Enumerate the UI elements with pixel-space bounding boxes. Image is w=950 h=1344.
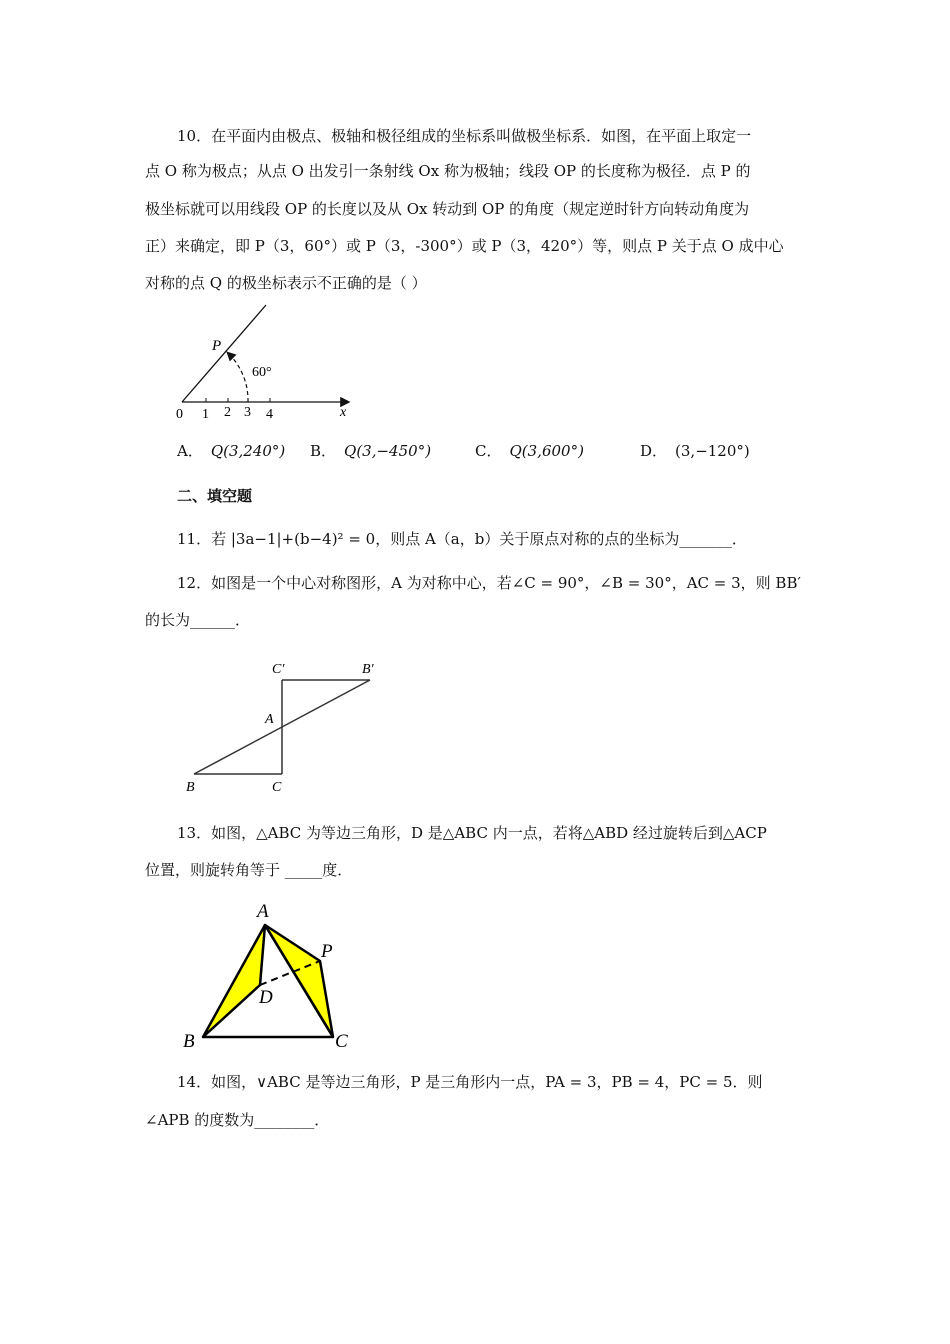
q10-option-d-value: (3,−120°) <box>675 442 750 460</box>
q10-tick-3: 3 <box>244 405 251 420</box>
q12-label-c-prime: C′ <box>272 662 285 677</box>
q10-option-d[interactable] <box>640 441 750 461</box>
q12-line-2: 的长为______． <box>145 611 251 629</box>
q10-label-axis: x <box>340 405 347 420</box>
q10-line-4: 正）来确定，即 P（3，60°）或 P（3，-300°）或 P（3，420°）等，则点 P 关于点 O 成中心 <box>145 237 784 255</box>
q10-option-b[interactable] <box>310 441 431 461</box>
q10-option-c-letter: C． <box>475 442 502 460</box>
q10-option-b-letter: B． <box>310 442 337 460</box>
q10-line-2: 点 O 称为极点；从点 O 出发引一条射线 Ox 称为极轴；线段 OP 的长度称为极径．点 P 的 <box>145 162 751 180</box>
q10-line-3: 极坐标就可以用线段 OP 的长度以及从 Ox 转动到 OP 的角度（规定逆时针方向转动角度为 <box>145 200 750 218</box>
q12-figure <box>180 655 390 800</box>
q12-line-1: 12．如图是一个中心对称图形，A 为对称中心，若∠C = 90°，∠B = 30°，AC = 3，则 BB′ <box>177 574 801 592</box>
q10-option-a[interactable] <box>177 441 285 461</box>
q14-line-2: ∠APB 的度数为________． <box>145 1111 330 1129</box>
q13-label-d: D <box>259 987 273 1008</box>
q10-label-angle: 60° <box>252 365 272 380</box>
q13-label-a: A <box>257 901 269 922</box>
q11-text: 11．若 |3a−1|+(b−4)² = 0，则点 A（a，b）关于原点对称的点的坐标为_______． <box>177 530 747 548</box>
q10-option-d-letter: D． <box>640 442 668 460</box>
q10-label-origin: 0 <box>176 407 183 422</box>
q10-line-5: 对称的点 Q 的极坐标表示不正确的是（ ） <box>145 274 427 292</box>
q13-label-p: P <box>321 941 333 962</box>
q13-line-1: 13．如图，△ABC 为等边三角形，D 是△ABC 内一点，若将△ABD 经过旋转后到△ACP <box>177 824 767 842</box>
q10-option-c[interactable] <box>475 441 584 461</box>
q12-label-c: C <box>272 780 282 795</box>
q10-tick-2: 2 <box>224 405 231 420</box>
q10-line-1: 10．在平面内由极点、极轴和极径组成的坐标系叫做极坐标系．如图，在平面上取定一 <box>177 127 752 145</box>
q10-tick-4: 4 <box>266 407 273 422</box>
q10-tick-1: 1 <box>202 407 209 422</box>
q13-label-c: C <box>335 1031 348 1052</box>
q13-figure <box>175 895 365 1055</box>
q10-polar-figure <box>170 300 370 425</box>
q10-option-a-letter: A． <box>177 442 203 460</box>
q12-label-a: A <box>265 712 274 727</box>
q12-label-b: B <box>186 780 195 795</box>
q14-line-1: 14．如图，∨ABC 是等边三角形，P 是三角形内一点，PA = 3，PB = 4，PC = 5．则 <box>177 1073 763 1091</box>
q10-option-c-value: Q(3,600°) <box>509 442 584 460</box>
q13-label-b: B <box>183 1031 195 1052</box>
q10-label-p: P <box>212 338 222 354</box>
q10-option-a-value: Q(3,240°) <box>210 442 286 460</box>
section-title: 二、填空题 <box>177 487 253 505</box>
q13-line-2: 位置，则旋转角等于 _____度． <box>145 861 353 879</box>
q12-label-b-prime: B′ <box>362 662 374 677</box>
q10-option-b-value: Q(3,−450°) <box>344 442 432 460</box>
